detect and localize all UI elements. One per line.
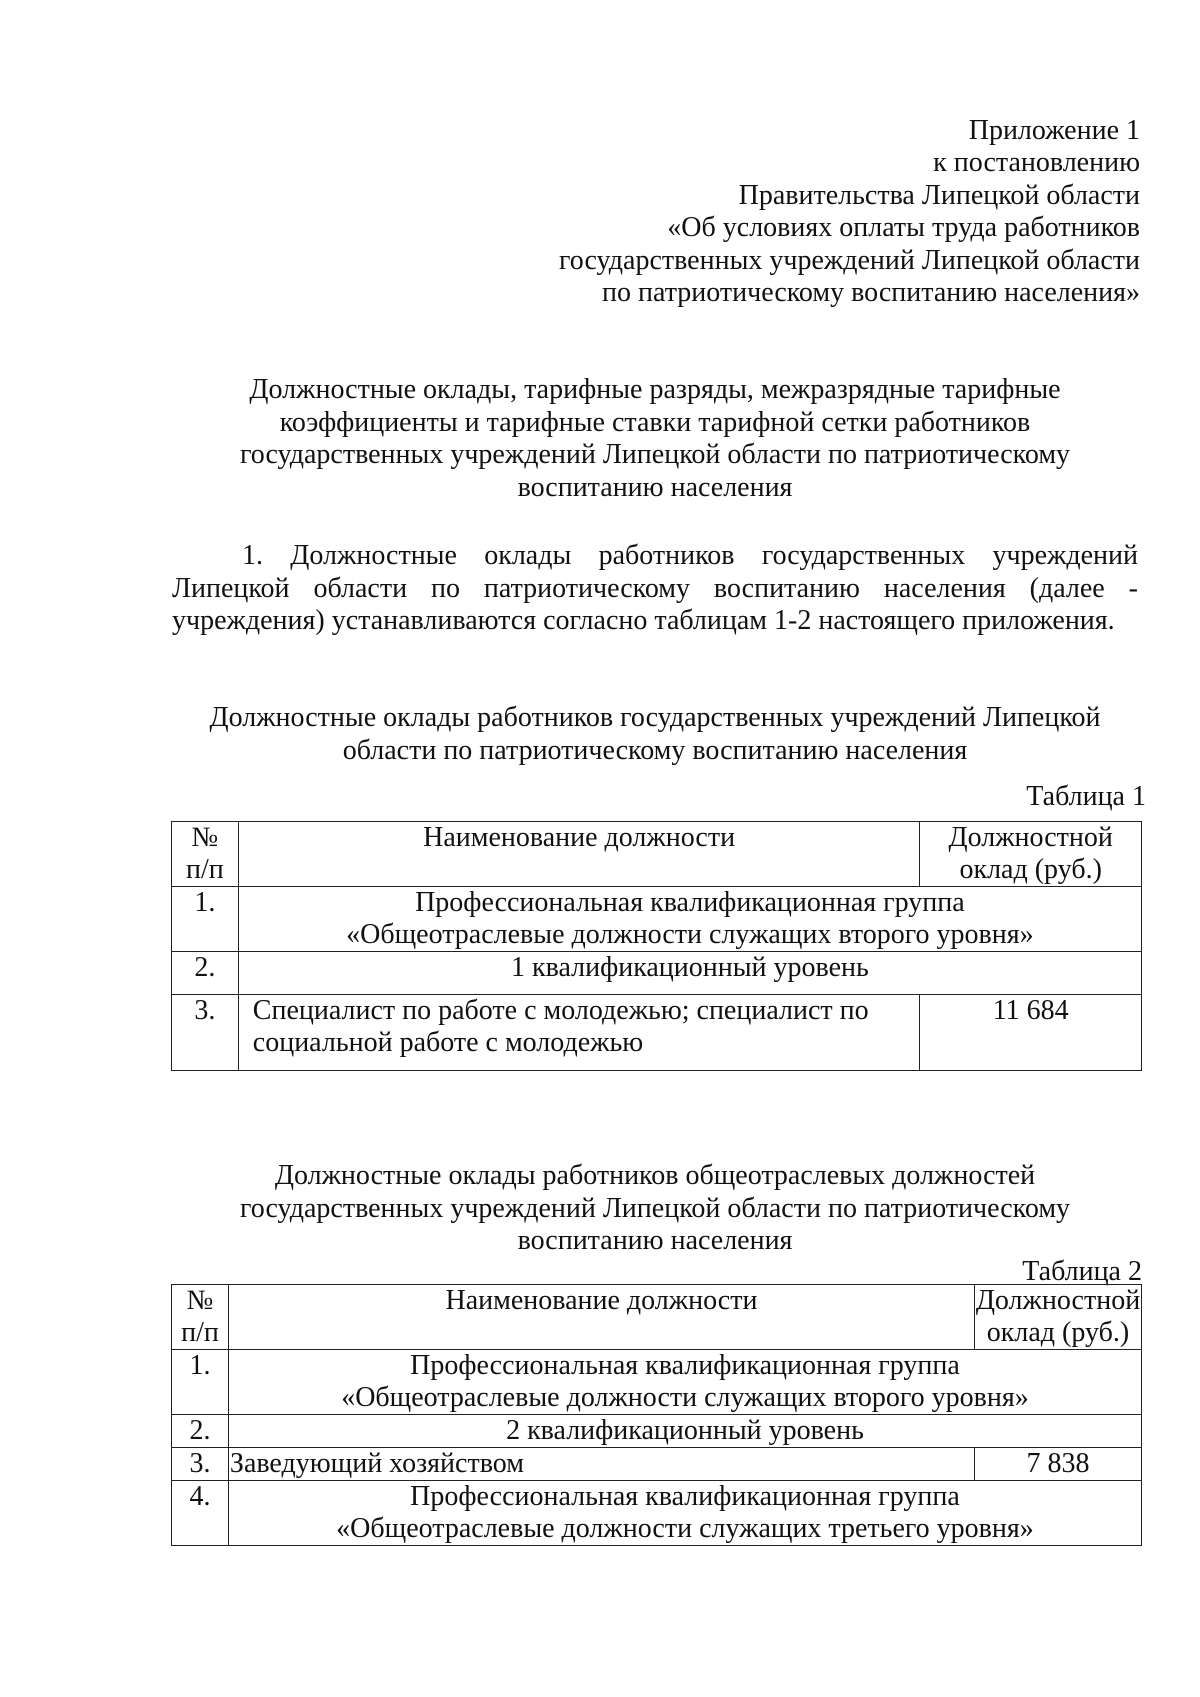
position-line: социальной работе с молодежью (252, 1027, 644, 1058)
row-num: 4. (172, 1481, 229, 1546)
position-cell (238, 995, 920, 1071)
group-line: «Общеотраслевые должности служащих второго уровня» (346, 919, 1034, 950)
position-line: Специалист по работе с молодежью; специалист по (252, 995, 869, 1026)
header-salary-line: оклад (руб.) (986, 1317, 1130, 1348)
qualification-level-cell: 1 квалификационный уровень (238, 952, 1141, 995)
paragraph-line: 1. Должностные оклады работников государственных учреждений (242, 540, 1138, 571)
caption-line: воспитанию населения (517, 1225, 793, 1256)
salary-cell: 7 838 (975, 1448, 1142, 1481)
qualification-group-cell (238, 887, 1141, 952)
header-num-line: п/п (186, 854, 224, 885)
header-salary-line: оклад (руб.) (959, 854, 1102, 885)
row-num: 2. (172, 952, 239, 995)
table2-caption (170, 1160, 1140, 1258)
row-num: 1. (172, 887, 239, 952)
table1-caption (170, 702, 1140, 767)
header-salary-cell (920, 822, 1142, 887)
header-position-cell: Наименование должности (238, 822, 920, 887)
header-num-line: № (186, 1285, 214, 1316)
table-row (172, 952, 1142, 995)
group-line: «Общеотраслевые должности служащих третьего уровня» (336, 1513, 1034, 1544)
table-row (172, 1448, 1142, 1481)
group-line: Профессиональная квалификационная группа (410, 1350, 960, 1381)
salary-cell: 11 684 (920, 995, 1142, 1071)
annex-line: к постановлению (933, 147, 1140, 179)
qualification-level-cell: 2 квалификационный уровень (228, 1415, 1141, 1448)
paragraph-line: Липецкой области по патриотическому воспитанию населения (далее - (172, 572, 1138, 604)
header-position-cell: Наименование должности (228, 1285, 974, 1350)
table-row (172, 1415, 1142, 1448)
annex-line: по патриотическому воспитанию населения» (602, 277, 1140, 309)
table-header-row (172, 1285, 1142, 1350)
group-line: Профессиональная квалификационная группа (415, 887, 965, 918)
header-num-cell (172, 1285, 229, 1350)
paragraph-1 (172, 540, 1138, 638)
caption-line: области по патриотическому воспитанию населения (342, 734, 968, 766)
title-line: государственных учреждений Липецкой области по патриотическому (239, 439, 1071, 470)
qualification-group-cell (228, 1350, 1141, 1415)
table-header-row (172, 822, 1142, 887)
table-row (172, 995, 1142, 1071)
annex-line: Приложение 1 (968, 115, 1140, 146)
title-line: коэффициенты и тарифные ставки тарифной сетки работников (279, 406, 1031, 438)
table1 (171, 821, 1142, 1071)
position-cell: Заведующий хозяйством (228, 1448, 974, 1481)
annex-line: Правительства Липецкой области (738, 179, 1140, 211)
header-salary-line: Должностной (948, 822, 1113, 853)
header-num-cell (172, 822, 239, 887)
header-salary-line: Должностной (975, 1285, 1141, 1316)
caption-line: государственных учреждений Липецкой области по патриотическому (239, 1192, 1071, 1224)
table-row (172, 887, 1142, 952)
title-line: воспитанию населения (517, 471, 793, 503)
table2-label: Таблица 2 (1022, 1256, 1142, 1287)
table-row (172, 1350, 1142, 1415)
header-salary-cell (975, 1285, 1142, 1350)
row-num: 2. (172, 1415, 229, 1448)
header-num-line: № (191, 822, 219, 853)
annex-line: «Об условиях оплаты труда работников (667, 212, 1140, 244)
caption-line: Должностные оклады работников государственных учреждений Липецкой (209, 702, 1101, 733)
annex-line: государственных учреждений Липецкой области (559, 244, 1140, 276)
table2 (171, 1284, 1142, 1546)
paragraph-line: учреждения) устанавливаются согласно таблицам 1-2 настоящего приложения. (172, 605, 1115, 636)
qualification-group-cell (228, 1481, 1141, 1546)
caption-line: Должностные оклады работников общеотраслевых должностей (274, 1160, 1036, 1191)
row-num: 3. (172, 1448, 229, 1481)
group-line: «Общеотраслевые должности служащих второго уровня» (341, 1382, 1029, 1413)
table1-label: Таблица 1 (1026, 781, 1146, 812)
row-num: 3. (172, 995, 239, 1071)
title-line: Должностные оклады, тарифные разряды, межразрядные тарифные (249, 374, 1061, 405)
annex-header (480, 115, 1140, 309)
header-num-line: п/п (181, 1317, 219, 1348)
row-num: 1. (172, 1350, 229, 1415)
group-line: Профессиональная квалификационная группа (410, 1481, 960, 1512)
table-row (172, 1481, 1142, 1546)
document-title (170, 374, 1140, 504)
